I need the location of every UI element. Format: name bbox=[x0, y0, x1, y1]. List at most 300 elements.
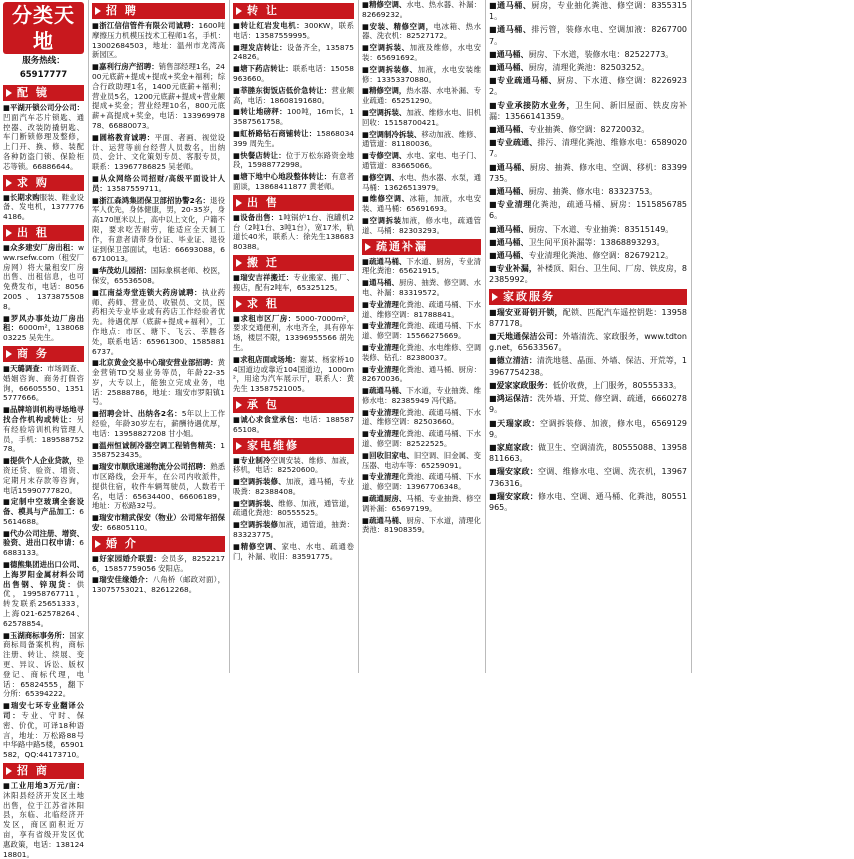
bullet-icon: ■ bbox=[362, 64, 370, 74]
section-header: 求 租 bbox=[233, 296, 354, 312]
ad-body: 谢某、杨家桥104国道边或靠近104国道边，1000m²，用途为汽车展示厅，联系人：黄先生 13587521005。 bbox=[233, 354, 354, 394]
ad-heading: 瑞安家政： bbox=[496, 491, 538, 501]
ad-body: 清洗地毯、晶面、外墙、保洁、开荒等，13967754238。 bbox=[489, 356, 688, 377]
bullet-icon: ■ bbox=[362, 429, 370, 439]
bullet-icon: ■ bbox=[92, 358, 100, 368]
ad-heading: 精修空调、 bbox=[369, 0, 407, 9]
ad-heading: 德立清洁： bbox=[496, 356, 537, 366]
ad-heading: 瑞安吉祥搬迁： bbox=[240, 272, 294, 282]
bullet-icon: ■ bbox=[233, 85, 241, 95]
section-header: 求 购 bbox=[3, 175, 84, 191]
classified-ad bbox=[362, 22, 481, 42]
bullet-icon: ■ bbox=[233, 107, 241, 117]
ad-body: 卫生间平顶补漏等：13868893293。 bbox=[528, 237, 665, 247]
ad-heading: 专业清理 bbox=[369, 429, 399, 439]
ad-heading: 空调制冷拆装、 bbox=[369, 129, 422, 139]
classified-ad bbox=[489, 224, 687, 235]
bullet-icon: ■ bbox=[489, 125, 497, 135]
ad-body: 厨房，专业抽化粪池、修空调：83553151。 bbox=[489, 1, 688, 22]
classified-ad bbox=[489, 75, 687, 97]
ad-body: 设备齐全，13587524826。 bbox=[233, 42, 354, 62]
ad-body: 排污管，装修水电、空调加液：82677007。 bbox=[489, 25, 688, 46]
bullet-icon: ■ bbox=[362, 472, 370, 482]
ad-heading: 通马桶、 bbox=[497, 25, 532, 35]
ad-heading: 虹桥路钻石商铺转让： bbox=[240, 128, 317, 138]
ad-heading: 华茂幼儿园招： bbox=[99, 266, 151, 276]
ad-heading: 通马桶、 bbox=[496, 224, 529, 234]
ad-body: 另有经验培训机构管理人员，手机：18958875278。 bbox=[3, 414, 84, 454]
classified-ad bbox=[362, 65, 481, 85]
ad-body: 有意者面谈，13868411877 黄老师。 bbox=[233, 172, 354, 191]
bullet-icon: ■ bbox=[3, 497, 11, 507]
column-5 bbox=[485, 0, 690, 673]
ad-body: 化粪池，疏通马桶、厨房：15158567856。 bbox=[489, 200, 688, 221]
classified-ad bbox=[362, 386, 481, 406]
ad-heading: 专业清理 bbox=[369, 299, 399, 309]
ad-body: 化粪池、疏通马桶、下水道、修空调：15566275669。 bbox=[362, 321, 481, 341]
ad-heading: 温州恒诚制冷器空调工程销售精英： bbox=[99, 440, 221, 450]
ad-heading: 专业清理 bbox=[369, 472, 399, 482]
classified-ad bbox=[362, 300, 481, 320]
ad-body: 供优，19958767711，转发联系25651333，上海021-62578264、62578854。 bbox=[3, 579, 84, 628]
bullet-icon: ■ bbox=[233, 414, 241, 424]
bullet-icon: ■ bbox=[489, 187, 497, 197]
ad-heading: 定制中空玻璃全套设备、模具与产品加工： bbox=[3, 497, 84, 517]
ad-body: 化粪池、疏通马桶、下水道、修空调：82522525。 bbox=[362, 429, 481, 449]
ad-heading: 浙江森鸿集团保卫部招协警2名： bbox=[99, 195, 211, 205]
classified-ad bbox=[3, 314, 84, 343]
ad-heading: 瑞安市精武保安（物业）公司常年招保安： bbox=[92, 513, 225, 533]
bullet-icon: ■ bbox=[233, 477, 241, 487]
bullet-icon: ■ bbox=[489, 418, 498, 428]
ad-body: 加液，通管道，抽粪：83323775。 bbox=[233, 520, 354, 540]
section-header: 搬 迁 bbox=[233, 255, 354, 271]
ad-body: 移动加液、维修、通管道：81180036。 bbox=[362, 129, 481, 149]
classified-ad bbox=[233, 499, 354, 519]
ad-heading: 江南益寿堂连锁大药房诚聘： bbox=[99, 287, 202, 297]
ad-heading: 修空调、 bbox=[369, 172, 399, 182]
ad-body: 化粪池、水电维修、空调装修、钻孔：82380037。 bbox=[362, 342, 481, 362]
classified-ad bbox=[3, 631, 84, 700]
ad-body: 维修、加液，通管道，疏通化粪池：80555525。 bbox=[233, 498, 354, 518]
bullet-icon: ■ bbox=[233, 520, 241, 530]
bullet-icon: ■ bbox=[92, 173, 100, 183]
ad-heading: 提供个人企业贷款， bbox=[10, 456, 77, 466]
classified-ad bbox=[3, 560, 84, 629]
ad-heading: 长期求购 bbox=[10, 192, 40, 202]
ad-heading: 鸿运保洁： bbox=[496, 394, 538, 404]
classified-ad bbox=[3, 364, 84, 403]
ad-heading: 代办公司注册、增资、验资、进出口权申请： bbox=[3, 528, 84, 548]
ad-body: 服装、鞋业设备、发电机，13777764186。 bbox=[3, 192, 84, 222]
ad-heading: 招聘会计、出纳各2名： bbox=[99, 409, 182, 419]
ad-body: 国家商标局备案机构，商标注册、转让、续展、变更、异议、诉讼、版权登记、商标代理，电话：65824555，翻下分所：65394222。 bbox=[3, 630, 84, 699]
classified-ad bbox=[3, 456, 84, 495]
classified-ad bbox=[92, 62, 225, 131]
ad-heading: 工业用地3万元/亩： bbox=[10, 781, 85, 791]
column-4 bbox=[358, 0, 484, 673]
section-header: 家电维修 bbox=[233, 438, 354, 454]
bullet-icon: ■ bbox=[489, 264, 497, 274]
classified-ad bbox=[489, 124, 687, 135]
ad-heading: 疏通马桶、 bbox=[369, 256, 407, 266]
classified-ad bbox=[489, 0, 687, 22]
ad-body: 联系电话：15058963660。 bbox=[233, 64, 354, 83]
ad-heading: 专修空调、 bbox=[369, 151, 407, 161]
ad-heading: 平湖开锁公司分公司： bbox=[10, 103, 84, 112]
classified-ad bbox=[489, 380, 687, 391]
ad-body: 1600吨摩擦压力机模压技术工程师1名，手机：13002684503，地址：温州市龙湾高新园区。 bbox=[92, 21, 225, 60]
ad-body: 65614688。 bbox=[3, 507, 84, 526]
classified-ad bbox=[362, 130, 481, 150]
bullet-icon: ■ bbox=[362, 278, 370, 288]
section-header: 承 包 bbox=[233, 397, 354, 413]
bullet-icon: ■ bbox=[233, 498, 241, 508]
section-header: 转 让 bbox=[233, 3, 354, 19]
bullet-icon: ■ bbox=[489, 138, 497, 148]
bullet-icon: ■ bbox=[233, 128, 241, 138]
ad-body: 水电、热水器、补漏：82669232。 bbox=[362, 0, 481, 19]
ad-heading: 专业清理 bbox=[497, 200, 532, 210]
bullet-icon: ■ bbox=[233, 272, 241, 282]
section-header: 家政服务 bbox=[489, 289, 687, 305]
ad-body: 执业药师、药师、营业员、收银员、文员，医药相关专业毕业或有药店工作经验者优先。待遇优厚（底薪+提成+福利），工作地点：市区、塘下、飞云、莘塍各处，联系电话：65961300、15858816737。 bbox=[92, 287, 225, 356]
classified-ad bbox=[233, 86, 354, 106]
ad-body: 专业、守时、保密、价优，可译18种语言，地址：万松路88号中华路中路5楼，65901582，QQ:44173710。 bbox=[3, 711, 84, 760]
classified-ad bbox=[489, 199, 687, 221]
classified-ad bbox=[3, 781, 84, 859]
ad-heading: 诚心求食堂承包： bbox=[240, 414, 303, 424]
ad-body: 水电、家电、电子门、通管道：83665066。 bbox=[362, 151, 481, 170]
ad-heading: 专业清理 bbox=[369, 407, 399, 417]
bullet-icon: ■ bbox=[233, 64, 241, 74]
classified-ad bbox=[92, 174, 225, 194]
ad-body: 加液，修水电，疏通管道、马桶：82303293。 bbox=[362, 215, 481, 235]
classified-ad bbox=[92, 554, 225, 574]
ad-heading: 专业疏通马桶、 bbox=[497, 76, 558, 86]
ad-heading: 空调拆装、 bbox=[240, 498, 279, 508]
bullet-icon: ■ bbox=[92, 266, 100, 276]
ad-heading: 空调拆装修、 bbox=[240, 477, 286, 487]
bullet-icon: ■ bbox=[489, 307, 497, 317]
bullet-icon: ■ bbox=[3, 103, 10, 112]
classified-ad bbox=[92, 462, 225, 511]
ad-body: 化粪池、疏通马桶、下水道、修空调：13967706348。 bbox=[362, 472, 481, 492]
bullet-icon: ■ bbox=[362, 0, 370, 9]
classified-ad bbox=[489, 331, 687, 353]
classified-ad bbox=[233, 355, 354, 394]
bullet-icon: ■ bbox=[362, 172, 370, 182]
bullet-icon: ■ bbox=[3, 528, 10, 538]
ad-body: 做卫生、空调清洗，80555088、13958811663。 bbox=[489, 442, 688, 464]
ad-body: 13587559711。 bbox=[106, 183, 166, 193]
bullet-icon: ■ bbox=[92, 62, 100, 72]
ad-heading: 专业清理 bbox=[369, 342, 399, 352]
ad-body: 销售部经理1名，2400元底薪+提成+提成+奖金+福利；综合行政助理1名，1400元底薪+福利；营业员5名，1200元底薪+提成+营业额提成+奖金；营业经理10名，800元底薪+高提成+奖金，电话：13396997878、66880073。 bbox=[92, 62, 225, 130]
ad-heading: 专业清理 bbox=[369, 321, 399, 331]
classified-ad bbox=[362, 86, 481, 106]
ad-body: 垫资还贷、验资、增资、定期月末存款等咨询，电话15990777820。 bbox=[3, 456, 84, 495]
classified-ad bbox=[92, 133, 225, 172]
ad-body: 13587523435。 bbox=[92, 440, 225, 460]
bullet-icon: ■ bbox=[489, 442, 497, 452]
bullet-icon: ■ bbox=[489, 200, 498, 210]
ad-body: 冰箱，加液，水电安装、通马桶：65691693。 bbox=[362, 194, 481, 214]
ad-heading: 通马桶、 bbox=[496, 125, 529, 135]
classified-ad bbox=[92, 358, 225, 407]
ad-heading: 设备出售： bbox=[240, 212, 279, 222]
ad-heading: 天瑞家政： bbox=[497, 418, 540, 428]
bullet-icon: ■ bbox=[3, 456, 10, 466]
classified-ad bbox=[362, 278, 481, 298]
classified-ad bbox=[3, 405, 84, 454]
bullet-icon: ■ bbox=[233, 172, 241, 182]
bullet-icon: ■ bbox=[362, 386, 370, 396]
ad-body: 厨房、下水道，装修水电：82522773。 bbox=[528, 49, 674, 59]
bullet-icon: ■ bbox=[489, 491, 497, 501]
ad-heading: 通马桶、 bbox=[496, 237, 529, 247]
ad-body: 厨房、下水道，清理化粪池：81908359。 bbox=[362, 515, 481, 535]
ad-body: 水电、热水器、水泵，通马桶：13626513979。 bbox=[362, 172, 481, 192]
ad-body: 卫生间、新旧屋面、铁皮房补漏：13566141359。 bbox=[489, 100, 687, 121]
ad-heading: 空调拆装、 bbox=[369, 43, 410, 53]
classified-ad bbox=[3, 103, 84, 172]
ad-heading: 天地通保洁公司： bbox=[496, 332, 563, 342]
ad-heading: 专业承接防水业务， bbox=[497, 100, 576, 110]
classified-ad bbox=[362, 451, 481, 471]
ad-heading: 德熊集团进出口公司、上海罗阳金属材料公司出售钢、锌现货： bbox=[3, 560, 84, 589]
classified-ad bbox=[233, 172, 354, 192]
classified-ad bbox=[233, 151, 354, 171]
section-header: 出 租 bbox=[3, 225, 84, 241]
classified-ad bbox=[362, 494, 481, 514]
ad-body: 6000m²，13806803225 吴先生。 bbox=[3, 323, 84, 343]
ad-body: 5年以上工作经验，年龄30岁左右，薪酬待遇优厚，电话：13958827208 甘小姐。 bbox=[92, 409, 225, 438]
ad-body: 旧空调、旧金属、变压器、电动车等：65259091。 bbox=[362, 450, 481, 470]
ad-heading: 求租市区厂房： bbox=[240, 313, 296, 323]
classified-ad bbox=[233, 213, 354, 252]
ad-body: 100吨，16m长，13587561758。 bbox=[233, 107, 354, 127]
classified-ad bbox=[92, 441, 225, 461]
section-header: 婚 介 bbox=[92, 536, 225, 552]
bullet-icon: ■ bbox=[489, 237, 497, 247]
classified-ad bbox=[233, 129, 354, 149]
ad-heading: 品牌培训机构寻场地寻找合作机构或转让： bbox=[3, 405, 84, 424]
classified-ad bbox=[489, 355, 687, 377]
ad-heading: 通马桶、 bbox=[496, 162, 530, 172]
ad-heading: 空调拆装修 bbox=[240, 520, 279, 530]
classified-ad bbox=[3, 529, 84, 558]
section-header: 招 聘 bbox=[92, 3, 225, 19]
ad-body: 洗外墙、开荒、修空调、疏通，66602789。 bbox=[489, 394, 687, 415]
ad-body: 专业清理化粪池、修空调：82679212。 bbox=[528, 251, 674, 261]
ad-body: 外墙清洗、家政服务，www.tdtong.net，65633567。 bbox=[489, 332, 687, 353]
ad-body: 厨房、下水道、修空调：82269232。 bbox=[489, 76, 688, 97]
ad-heading: 爱家家政服务： bbox=[496, 380, 553, 390]
bullet-icon: ■ bbox=[362, 107, 370, 117]
classified-ad bbox=[362, 0, 481, 20]
bullet-icon: ■ bbox=[233, 354, 241, 364]
bullet-icon: ■ bbox=[233, 212, 241, 222]
classified-ad bbox=[489, 442, 687, 464]
ad-heading: 瑞安佳缘婚介： bbox=[99, 575, 153, 585]
bullet-icon: ■ bbox=[92, 513, 100, 523]
ad-body: 空调安装、维修、加液，移机，电话：82520600。 bbox=[233, 455, 354, 475]
classified-ad bbox=[362, 516, 481, 536]
ad-heading: 从众网络公司招财/高级平面设计人员： bbox=[92, 173, 226, 193]
bullet-icon: ■ bbox=[3, 405, 10, 415]
ad-heading: 疏通马桶、 bbox=[369, 386, 407, 396]
ad-body: 厨房、抽粪、修水电、空调、移机：83399735。 bbox=[489, 162, 687, 183]
classified-ad bbox=[92, 21, 225, 60]
ad-body: 空调拆装修、加液，修水电，65691299。 bbox=[489, 418, 687, 439]
bullet-icon: ■ bbox=[3, 560, 10, 570]
classified-ad bbox=[362, 365, 481, 385]
ad-body: 专业抽粪、修空调：82720032。 bbox=[528, 125, 650, 135]
column-6 bbox=[691, 0, 854, 673]
ad-heading: 莘塍东街饭店低价急转让： bbox=[240, 85, 332, 95]
classified-ad bbox=[92, 513, 225, 533]
classified-ad bbox=[489, 491, 687, 513]
classified-ad bbox=[489, 186, 687, 197]
ad-heading: 通马桶、 bbox=[496, 187, 529, 197]
ad-heading: 维修空调、 bbox=[369, 194, 410, 204]
bullet-icon: ■ bbox=[362, 515, 370, 525]
ad-body: 专业搬家、搬厂、搬店，配有2吨车，65325125。 bbox=[233, 272, 354, 292]
classified-ad bbox=[233, 273, 354, 293]
ad-heading: 通马桶、 bbox=[496, 251, 529, 261]
ad-body: 厨房、抽粪、修空调、水电、补漏：83319572。 bbox=[362, 278, 481, 297]
ad-body: 厨房、抽粪、修水电：83323753。 bbox=[528, 187, 658, 197]
ad-body: 家电、水电、疏通卷门，补漏、收旧：83591775。 bbox=[233, 541, 354, 561]
ad-heading: 好家园婚介联盟： bbox=[99, 553, 162, 563]
ad-heading: 空调拆装、 bbox=[369, 107, 407, 117]
bullet-icon: ■ bbox=[362, 129, 370, 139]
bullet-icon: ■ bbox=[233, 42, 241, 52]
section-header: 商 务 bbox=[3, 346, 84, 362]
classified-ad bbox=[489, 24, 687, 46]
bullet-icon: ■ bbox=[362, 256, 370, 266]
bullet-icon: ■ bbox=[489, 76, 498, 86]
classified-ad bbox=[362, 429, 481, 449]
classified-ad bbox=[489, 393, 687, 415]
bullet-icon: ■ bbox=[489, 49, 497, 59]
ad-body: 市场调查、婚姻咨询、商务打假咨询，66605550、13515777666。 bbox=[3, 363, 84, 403]
ad-heading: 瑞安市顺欣速递物流分公司招聘： bbox=[99, 462, 211, 472]
bullet-icon: ■ bbox=[362, 494, 370, 504]
classified-ad bbox=[233, 415, 354, 435]
bullet-icon: ■ bbox=[362, 342, 370, 352]
bullet-icon: ■ bbox=[92, 195, 100, 205]
ad-heading: 疏通马桶、 bbox=[369, 515, 407, 525]
bullet-icon: ■ bbox=[3, 630, 10, 640]
ad-body: 凹面汽车芯片锁匙、通控器、改装防撬钥匙、车门断锁修理及整修，上门开、换、修、装配各种防盗门锁、保险柜芯等锁。66886644。 bbox=[3, 112, 84, 171]
classified-ad bbox=[362, 343, 481, 363]
brand-title: 分类天地 bbox=[3, 2, 84, 54]
classified-ad bbox=[92, 196, 225, 265]
ad-body: 修水电、空调、通马桶、化粪池，80551965。 bbox=[489, 491, 687, 512]
bullet-icon: ■ bbox=[489, 251, 497, 261]
bullet-icon: ■ bbox=[362, 450, 370, 460]
classified-ad bbox=[362, 216, 481, 236]
bullet-icon: ■ bbox=[3, 242, 11, 252]
classified-ad bbox=[362, 408, 481, 428]
classified-ad bbox=[489, 62, 687, 73]
ad-body: 退役军人优先，身体健康，男，20-35岁，身高170厘米以上，高中以上文化，户籍不限，要求吃苦耐劳，能适应全天制工作，有意者请带身份证、毕业证、退役证到保卫部面试，电话：66693088，66710013。 bbox=[92, 195, 225, 264]
classified-ad bbox=[3, 193, 84, 222]
bullet-icon: ■ bbox=[489, 63, 497, 73]
ad-body: 配锁、匹配汽车遥控钥匙：13958877178。 bbox=[489, 307, 687, 328]
column-3 bbox=[229, 0, 357, 673]
classified-ad bbox=[362, 173, 481, 193]
bullet-icon: ■ bbox=[489, 1, 498, 10]
ad-heading: 瑞安七环专业翻译公司： bbox=[3, 701, 84, 721]
ad-body: 沐阳县经济开发区土地出售，位于江苏省沐阳县，东临、北临经济开发区，商区面积近万亩，享有省级开发区优惠政策，电话：13812418801。 bbox=[3, 790, 84, 859]
bullet-icon: ■ bbox=[92, 21, 100, 30]
ad-body: 国际象棋老师、校医，保安，65536508。 bbox=[92, 266, 225, 285]
ad-body: 营业额高，电话：18608191680。 bbox=[233, 85, 354, 105]
ad-body: 化粪池、疏通马桶、下水道、维修空调：81788841。 bbox=[362, 299, 481, 319]
classified-ad bbox=[233, 456, 354, 476]
ad-body: 66883133。 bbox=[3, 538, 84, 558]
ad-heading: 通马桶、 bbox=[496, 63, 529, 73]
classified-ad bbox=[233, 542, 354, 562]
ad-heading: 嘉利行房产招聘： bbox=[99, 62, 159, 72]
ad-heading: 塘下药店转让： bbox=[240, 64, 293, 74]
classified-ad bbox=[92, 409, 225, 438]
ad-body: 15868034399 周先生。 bbox=[233, 128, 354, 148]
classified-ad bbox=[3, 701, 84, 760]
ad-heading: 快餐店转让： bbox=[240, 150, 286, 160]
classified-ad bbox=[489, 49, 687, 60]
classified-ad bbox=[92, 266, 225, 286]
ad-heading: 浙江信信管件有限公司诚聘： bbox=[99, 21, 199, 30]
ad-heading: 北京黄金交易中心瑞安营业部招聘： bbox=[99, 358, 218, 368]
ad-heading: 安装、精修空调， bbox=[369, 21, 434, 31]
classified-ad bbox=[489, 263, 687, 285]
ad-heading: 转让红岩发电机： bbox=[240, 21, 305, 30]
classified-ad bbox=[233, 477, 354, 497]
ad-body: www.rsefw.com（租安厂房网）将大量租安厂房出售、出租信息，也可免费发布，电话：80562005、13738755088。 bbox=[3, 242, 84, 311]
bullet-icon: ■ bbox=[92, 132, 100, 142]
ad-heading: 理发店转让： bbox=[240, 42, 287, 52]
classified-ad bbox=[233, 520, 354, 540]
classified-ad bbox=[489, 418, 687, 440]
ad-heading: 空调拆装修、 bbox=[369, 64, 418, 74]
bullet-icon: ■ bbox=[489, 356, 497, 366]
ad-body: 八角桥（邮政对面），13075753021、82612268。 bbox=[92, 575, 225, 595]
classified-ad bbox=[489, 162, 687, 184]
bullet-icon: ■ bbox=[489, 332, 497, 342]
classified-ad bbox=[92, 288, 225, 357]
bullet-icon: ■ bbox=[489, 100, 498, 110]
classified-ad bbox=[489, 137, 687, 159]
bullet-icon: ■ bbox=[362, 151, 370, 161]
ad-body: 补楼顶、阳台、卫生间、厂房、铁皮房，82385992。 bbox=[489, 264, 688, 285]
column-1 bbox=[0, 0, 87, 859]
ad-heading: 疏通厨房、 bbox=[369, 494, 407, 504]
classified-ad bbox=[362, 151, 481, 171]
bullet-icon: ■ bbox=[362, 299, 370, 309]
ad-heading: 天璐调查： bbox=[10, 363, 47, 373]
bullet-icon: ■ bbox=[362, 21, 370, 31]
ad-body: 下水道，专业抽粪、维修水电：82385949 冯代路。 bbox=[362, 386, 481, 405]
ad-body: 化粪池、疏通马桶、下水道、维修空调：82503660。 bbox=[362, 407, 481, 427]
bullet-icon: ■ bbox=[3, 363, 10, 373]
bullet-icon: ■ bbox=[362, 364, 370, 374]
bullet-icon: ■ bbox=[362, 86, 370, 96]
ad-heading: 回收旧家电、 bbox=[369, 450, 414, 460]
